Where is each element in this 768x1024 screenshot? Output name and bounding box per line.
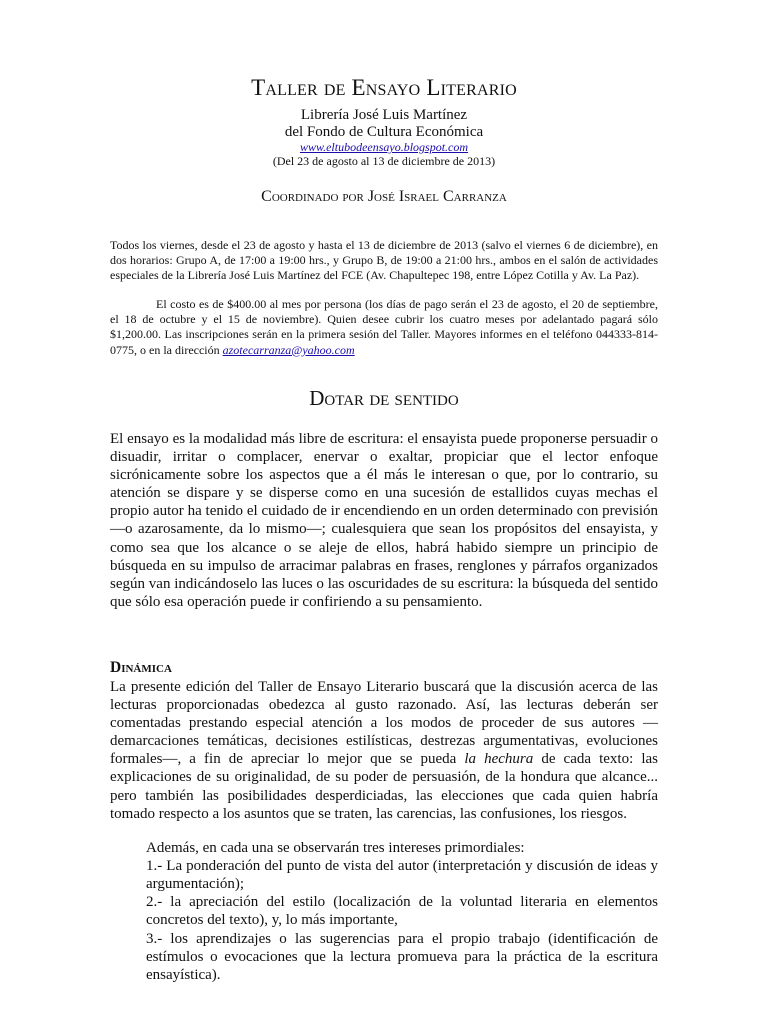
date-range: (Del 23 de agosto al 13 de diciembre de 2013)	[272, 154, 496, 168]
essay-paragraph: El ensayo es la modalidad más libre de escritura: el ensayista puede proponerse persuadir o disuadir, irritar o complacer, enervar o exaltar, propiciar que el lector enfoque sicrónicamente sobre los aspectos que a él más le interesan o que, por lo contrario, su atención se dispare y se disperse como en una sucesión de estallidos cuyas mechas el propio autor ha tenido el cuidado de ir encendiendo en un orden determinado con previsión —o azarosamente, da lo mismo—; cualesquiera que sean los propósitos del ensayista, y como sea que los alcance o se aleje de ellos, habrá habido siempre un principio de búsqueda en su impulso de arracimar palabras en frases, renglones y párrafos organizados según van indicándoselo las luces o las oscuridades de su escritura: la búsqueda del sentido que sólo esa operación puede ir confiriendo a su pensamiento.	[110, 431, 658, 610]
email-link[interactable]: azotecarranza@yahoo.com	[222, 342, 355, 357]
cost-text: El costo es de $400.00 al mes por persona (los días de pago serán el 23 de agosto, el 20 de septiembre, el 18 de octubre y el 15 de noviembre). Quien desee cubrir los cuatro meses por adelantado pagará sólo $1,200.00. Las inscripciones serán en la primera sesión del Taller. Mayores informes en el teléfono 044333-814-0775, o en la dirección	[110, 297, 658, 357]
dynamics-text-start: La presente edición del Taller de Ensayo Literario buscará que la discusión acerca de las lecturas proporcionadas obedezca al gusto razonado. Así, las lecturas deberán ser comentadas prestando especial atención a los modos de proceder de sus autores —demarcaciones temáticas, decisiones estilísticas, destrezas argumentativas, evoluciones formales—, a fin de apreciar lo mejor que se pueda	[110, 679, 658, 768]
interests-intro: Además, en cada una se observarán tres intereses primordiales:	[146, 840, 525, 856]
list-item: 2.- la apreciación del estilo (localización de la voluntad literaria en elementos concretos del texto), y, lo más importante,	[146, 894, 658, 929]
venue-line: Librería José Luis Martínez	[300, 107, 468, 123]
list-item: 3.- los aprendizajes o las sugerencias para el propio trabajo (identificación de estímulos o evocaciones que la lectura promueva para la práctica de la escritura ensayística).	[146, 931, 658, 984]
cost-paragraph	[110, 297, 658, 358]
dynamics-text-end: de cada texto: las explicaciones de su originalidad, de su poder de persuasión, de la hondura que alcance... pero también las posibilidades desperdiciadas, las elecciones que cada quien habría tomado respecto a los asuntos que se traten, las carencias, las confusiones, los riesgos.	[110, 751, 658, 822]
blog-link[interactable]: www.eltubodeensayo.blogspot.com	[299, 140, 469, 154]
blog-link-line	[0, 140, 768, 154]
list-item: 1.- La ponderación del punto de vista del autor (interpretación y discusión de ideas y argumentación);	[146, 858, 658, 893]
section-title: Dotar de sentido	[309, 386, 459, 410]
dynamics-italic: la hechura	[464, 751, 534, 768]
coordinator-line: Coordinado por José Israel Carranza	[261, 188, 507, 205]
institution-line: del Fondo de Cultura Económica	[284, 124, 484, 140]
dynamics-heading: Dinámica	[110, 659, 172, 676]
schedule-paragraph: Todos los viernes, desde el 23 de agosto y hasta el 13 de diciembre de 2013 (salvo el viernes 6 de diciembre), en dos horarios: Grupo A, de 17:00 a 19:00 hrs., y Grupo B, de 19:00 a 21:00 hrs., ambos en el salón de actividades especiales de la Librería José Luis Martínez del FCE (Av. Chapultepec 198, entre López Cotilla y Av. La Paz).	[110, 238, 658, 283]
document-title: Taller de Ensayo Literario	[251, 75, 517, 100]
dynamics-paragraph	[110, 678, 658, 823]
